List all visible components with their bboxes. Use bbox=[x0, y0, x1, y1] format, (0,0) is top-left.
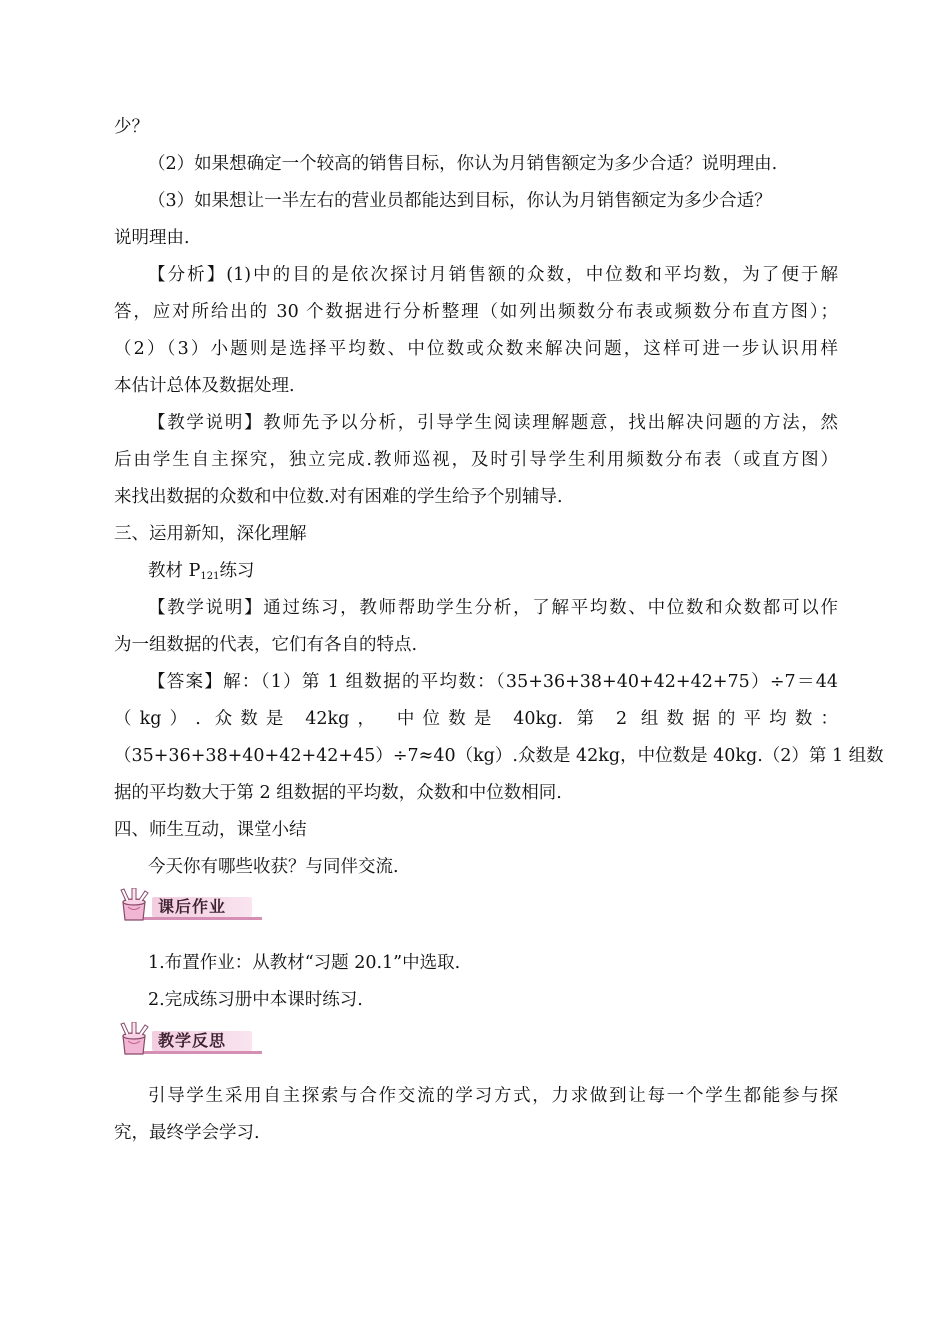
text-line: （35+36+38+40+42+42+45）÷7≈40（kg）.众数是 42kg，中位数是 40kg.（2）第 1 组数 bbox=[114, 746, 884, 766]
text-line: 来找出数据的众数和中位数.对有困难的学生给予个别辅导. bbox=[114, 487, 563, 507]
text-line: （3）如果想让一半左右的营业员都能达到目标，你认为月销售额定为多少合适？ bbox=[148, 191, 772, 211]
pencil-cup-icon bbox=[114, 1022, 158, 1056]
text-line: 究，最终学会学习. bbox=[114, 1123, 260, 1143]
reflection-banner bbox=[114, 1022, 264, 1056]
text-fragment: 练习 bbox=[219, 561, 255, 581]
text-line: 答，应对所给出的 30 个数据进行分析整理（如列出频数分布表或频数分布直方图）； bbox=[114, 302, 838, 322]
text-line: 今天你有哪些收获？与同伴交流. bbox=[148, 857, 399, 877]
text-line: 据的平均数大于第 2 组数据的平均数，众数和中位数相同. bbox=[114, 783, 562, 803]
page-subscript: 121 bbox=[200, 571, 220, 582]
text-line: 说明理由. bbox=[114, 228, 190, 248]
section-heading: 三、运用新知，深化理解 bbox=[114, 524, 307, 544]
section-heading: 四、师生互动，课堂小结 bbox=[114, 820, 307, 840]
text-line bbox=[148, 560, 838, 588]
text-line: 【答案】解：（1）第 1 组数据的平均数：（35+36+38+40+42+42+75）÷7＝44 bbox=[148, 672, 838, 692]
text-line: （kg）. 众数是 42kg， 中位数是 40kg. 第 2 组数据的平均数： bbox=[114, 709, 838, 729]
text-line: （2）（3）小题则是选择平均数、中位数或众数来解决问题，这样可进一步认识用样 bbox=[114, 339, 838, 359]
text-line: 1.布置作业：从教材“习题 20.1”中选取. bbox=[148, 953, 461, 973]
text-line: 少？ bbox=[114, 117, 149, 137]
text-line: 为一组数据的代表，它们有各自的特点. bbox=[114, 635, 418, 655]
pencil-cup-icon bbox=[114, 888, 158, 922]
text-line: 【教学说明】教师先予以分析，引导学生阅读理解题意，找出解决问题的方法，然 bbox=[148, 413, 838, 433]
text-line: （2）如果想确定一个较高的销售目标，你认为月销售额定为多少合适？说明理由. bbox=[148, 154, 778, 174]
text-fragment: 教材 P bbox=[148, 561, 201, 581]
banner-title: 课后作业 bbox=[158, 897, 227, 916]
homework-banner bbox=[114, 888, 264, 922]
text-line: 引导学生采用自主探索与合作交流的学习方式，力求做到让每一个学生都能参与探 bbox=[148, 1086, 838, 1106]
text-line: 【教学说明】通过练习，教师帮助学生分析，了解平均数、中位数和众数都可以作 bbox=[148, 598, 838, 618]
banner-title: 教学反思 bbox=[158, 1031, 227, 1050]
text-line: 本估计总体及数据处理. bbox=[114, 376, 295, 396]
text-line: 后由学生自主探究，独立完成.教师巡视，及时引导学生利用频数分布表（或直方图） bbox=[114, 450, 838, 470]
text-line: 2.完成练习册中本课时练习. bbox=[148, 990, 363, 1010]
text-line: 【分析】(1)中的目的是依次探讨月销售额的众数，中位数和平均数，为了便于解 bbox=[148, 265, 838, 285]
